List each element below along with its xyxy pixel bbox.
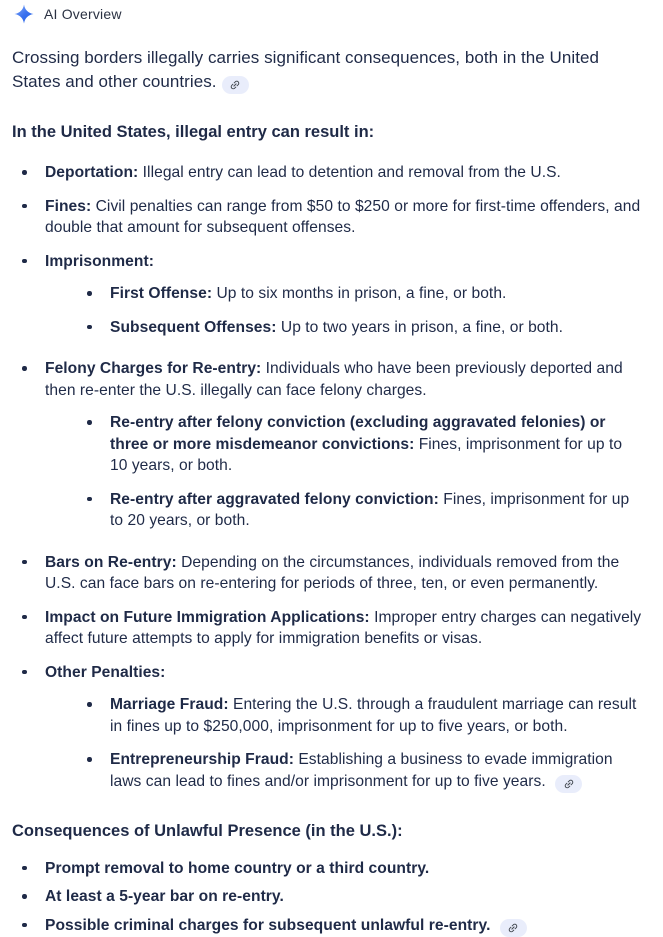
link-icon	[563, 778, 575, 790]
intro-paragraph	[12, 46, 643, 94]
list-item: Re-entry after felony conviction (excluding aggravated felonies) or three or more misdemeanor convictions: Fines, imprisonment for up to 10 years, or both.	[77, 412, 643, 477]
item-lead: Deportation:	[45, 164, 139, 181]
item-lead: Fines:	[45, 197, 92, 215]
section-heading: In the United States, illegal entry can result in:	[12, 123, 375, 141]
item-lead: Bars on Re-entry:	[45, 553, 177, 571]
section	[12, 820, 643, 937]
list-item	[12, 251, 643, 339]
list-item: Marriage Fraud: Entering the U.S. through a fraudulent marriage can result in fines up to $250,000, imprisonment for up to five years, or both.	[77, 694, 643, 737]
item-lead: Prompt removal to home country or a third country.	[45, 859, 430, 877]
list-item: Deportation: Illegal entry can lead to detention and removal from the U.S.	[12, 162, 643, 184]
list-item	[12, 915, 643, 937]
item-lead: Entrepreneurship Fraud:	[110, 751, 294, 768]
nested-bullet-list	[45, 412, 643, 532]
ai-overview-title: AI Overview	[44, 6, 122, 22]
item-lead: Felony Charges for Re-entry:	[45, 360, 262, 377]
list-item	[12, 886, 643, 908]
intro-text: Crossing borders illegally carries significant consequences, both in the United States and other countries.	[12, 48, 599, 91]
list-item: Impact on Future Immigration Applications: Improper entry charges can negatively affect future attempts to apply for immigration benefits or visas.	[12, 607, 643, 650]
sections	[12, 121, 643, 937]
bullet-list	[12, 858, 643, 937]
item-lead: Imprisonment:	[45, 252, 154, 270]
list-item: Subsequent Offenses: Up to two years in prison, a fine, or both.	[77, 317, 643, 339]
section	[12, 121, 643, 793]
list-item	[12, 858, 643, 880]
ai-overview-header	[12, 3, 643, 25]
item-lead: Subsequent Offenses:	[110, 318, 277, 336]
link-icon	[229, 79, 241, 91]
bullet-list	[12, 162, 643, 793]
item-lead: Impact on Future Immigration Applications:	[45, 608, 370, 626]
item-lead: Re-entry after aggravated felony conviction:	[110, 490, 439, 508]
nested-bullet-list	[45, 283, 643, 338]
list-item: First Offense: Up to six months in prison, a fine, or both.	[77, 283, 643, 305]
list-item: Bars on Re-entry: Depending on the circumstances, individuals removed from the U.S. can face bars on re-entering for periods of three, ten, or even permanently.	[12, 552, 643, 595]
section-heading: Consequences of Unlawful Presence (in the U.S.):	[12, 821, 403, 840]
list-item: Re-entry after aggravated felony conviction: Fines, imprisonment for up to 20 years, or both.	[77, 489, 643, 532]
link-chip[interactable]	[555, 775, 582, 793]
item-lead: First Offense:	[110, 285, 213, 302]
list-item: Felony Charges for Re-entry: Individuals who have been previously deported and then re-enter the U.S. illegally can face felony charges. Re-entry after felony conviction (excluding aggravated felonies) or three or more misdemeanor convictions: Fines, imprisonment for up to 10 years, or both. Re-entry after aggravated felony conviction: Fines, imprisonment for up to 20 years, or both.	[12, 358, 643, 532]
item-lead: Re-entry after felony conviction (excluding aggravated felonies) or three or more misdemeanor convictions:	[110, 414, 606, 453]
item-lead: Marriage Fraud:	[110, 696, 229, 713]
item-lead: At least a 5-year bar on re-entry.	[45, 888, 284, 905]
list-item: Fines: Civil penalties can range from $50 to $250 or more for first-time offenders, and double that amount for subsequent offenses.	[12, 196, 643, 239]
nested-bullet-list	[45, 694, 643, 793]
link-chip[interactable]	[222, 76, 249, 94]
ai-sparkle-icon	[14, 4, 34, 24]
list-item: Entrepreneurship Fraud: Establishing a business to evade immigration laws can lead to fines and/or imprisonment for up to five years.	[77, 749, 643, 793]
item-lead: Other Penalties:	[45, 663, 166, 681]
list-item	[12, 662, 643, 793]
link-icon	[507, 922, 519, 934]
item-lead: Possible criminal charges for subsequent unlawful re-entry.	[45, 916, 491, 934]
link-chip[interactable]	[500, 919, 527, 937]
